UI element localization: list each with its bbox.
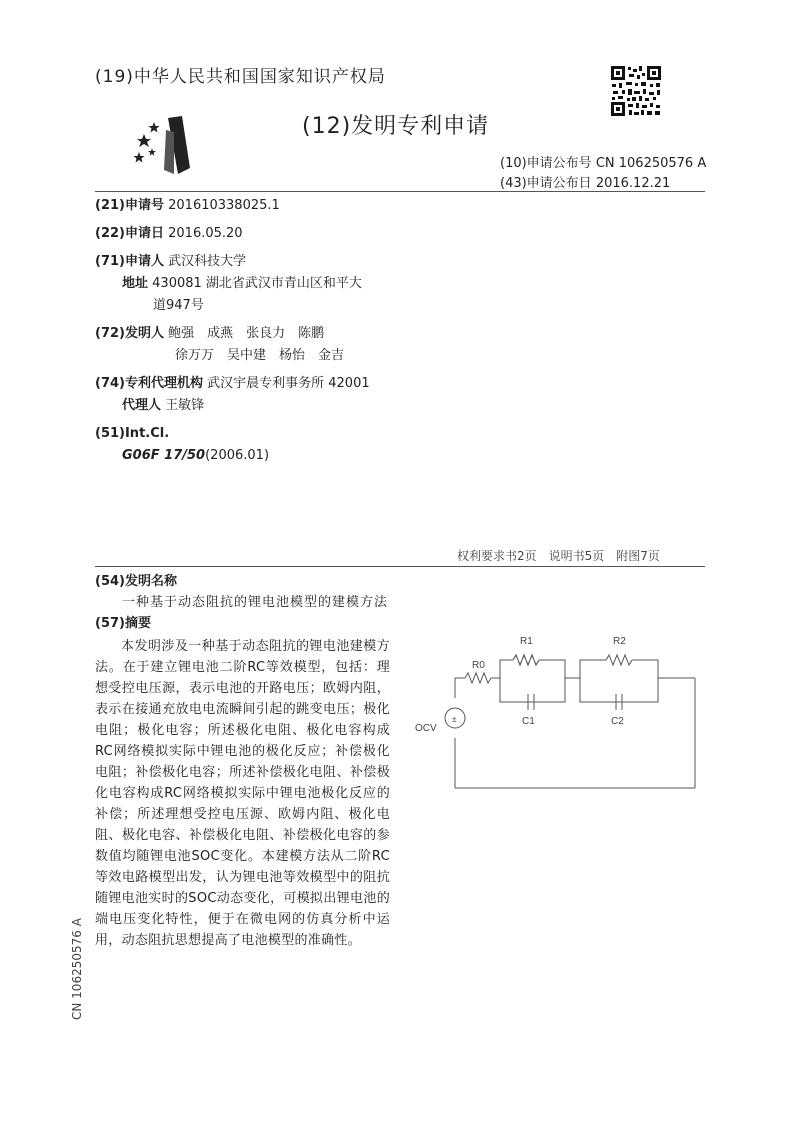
agency-row (95, 374, 715, 396)
bibliographic-data (95, 196, 715, 468)
label-c2: C2 (611, 716, 624, 727)
agent-row (95, 396, 715, 418)
abstract-text: 本发明涉及一种基于动态阻抗的锂电池建模方法。在于建立锂电池二阶RC等效模型，包括：理想受控电压源，表示电池的开路电压；欧姆内阻，表示在接通充放电电流瞬间引起的跳变电压；极化电阻；极化电容；所述极化电阻、极化电容构成RC网络模拟实际中锂电池的极化反应；补偿极化电阻；补偿极化电容；所述补偿极化电阻、补偿极化电容构成RC网络模拟实际中锂电池极化反应的补偿；所述理想受控电压源、欧姆内阻、极化电阻、极化电容、补偿极化电阻、补偿极化电容的参数值均随锂电池SOC变化。本建模方法从二阶RC等效电路模型出发，认为锂电池等效模型中的阻抗随锂电池实时的SOC动态变化，可模拟出锂电池的端电压变化特性，便于在微电网的仿真分析中运用，动态阻抗思想提高了电池模型的准确性。 (95, 639, 390, 948)
rc-network-2-frame (580, 660, 658, 702)
resistor-r0-icon (465, 673, 491, 683)
inventors-line-1: 鲍强 成燕 张良力 陈鹏 (168, 326, 325, 341)
inventors-line-2: 徐万万 吴中建 杨怡 金吉 (175, 348, 345, 363)
address-label: 地址 (122, 276, 149, 291)
applicant-label: (71)申请人 (95, 254, 164, 269)
application-number-label: (21)申请号 (95, 198, 164, 213)
address-line-1: 430081 湖北省武汉市青山区和平大 (152, 276, 362, 291)
inventors-row-2 (95, 346, 715, 368)
publication-number-value: CN 106250576 A (595, 156, 707, 171)
label-c1: C1 (522, 716, 535, 727)
inventors-label: (72)发明人 (95, 326, 164, 341)
page-count-info: 权利要求书2页 说明书5页 附图7页 (457, 549, 660, 563)
publication-date-label: (43)申请公布日 (500, 176, 592, 191)
issuing-office: (19)中华人民共和国国家知识产权局 (95, 67, 386, 87)
cnipa-logo-icon (130, 108, 210, 180)
application-date-value: 2016.05.20 (168, 226, 243, 241)
applicant-value: 武汉科技大学 (168, 254, 247, 269)
agent-label: 代理人 (122, 398, 162, 413)
applicant-row (95, 252, 715, 274)
header-divider (95, 191, 705, 192)
application-number-row (95, 196, 715, 218)
abstract-column (95, 571, 390, 951)
label-r2: R2 (613, 636, 626, 647)
agency-label: (74)专利代理机构 (95, 376, 203, 391)
publication-number-label: (10)申请公布号 (500, 156, 592, 171)
address-row (95, 274, 715, 296)
inventors-row (95, 324, 715, 346)
invention-title: 一种基于动态阻抗的锂电池模型的建模方法 (122, 595, 389, 610)
intcl-code-row (95, 446, 715, 468)
abstract-section-label: (57)摘要 (95, 616, 151, 631)
label-r1: R1 (520, 636, 533, 647)
page-info-divider (95, 566, 705, 567)
side-publication-number: CN 106250576 A (70, 918, 84, 1020)
label-r0: R0 (472, 660, 485, 671)
document-type: (12)发明专利申请 (302, 114, 490, 139)
agent-value: 王敏锋 (165, 398, 205, 413)
circuit-diagram (410, 630, 710, 790)
qr-code-icon (610, 65, 662, 117)
publication-date-value: 2016.12.21 (595, 176, 671, 191)
publication-date (500, 172, 670, 191)
ocv-source-plus-minus: ± (452, 715, 457, 724)
intcl-code: G06F 17/50 (122, 448, 206, 463)
intcl-label: (51)Int.Cl. (95, 426, 170, 441)
address-line-2: 道947号 (153, 298, 204, 313)
application-date-label: (22)申请日 (95, 226, 164, 241)
publication-number (500, 152, 706, 171)
agency-value: 武汉宇晨专利事务所 42001 (207, 376, 370, 391)
intcl-row (95, 424, 715, 446)
rc-network-1-frame (500, 660, 565, 702)
application-date-row (95, 224, 715, 246)
intcl-version: (2006.01) (205, 448, 270, 463)
application-number-value: 201610338025.1 (168, 198, 280, 213)
label-ocv: OCV (415, 723, 437, 734)
address-line-2-row (95, 296, 715, 318)
title-section-label: (54)发明名称 (95, 574, 177, 589)
